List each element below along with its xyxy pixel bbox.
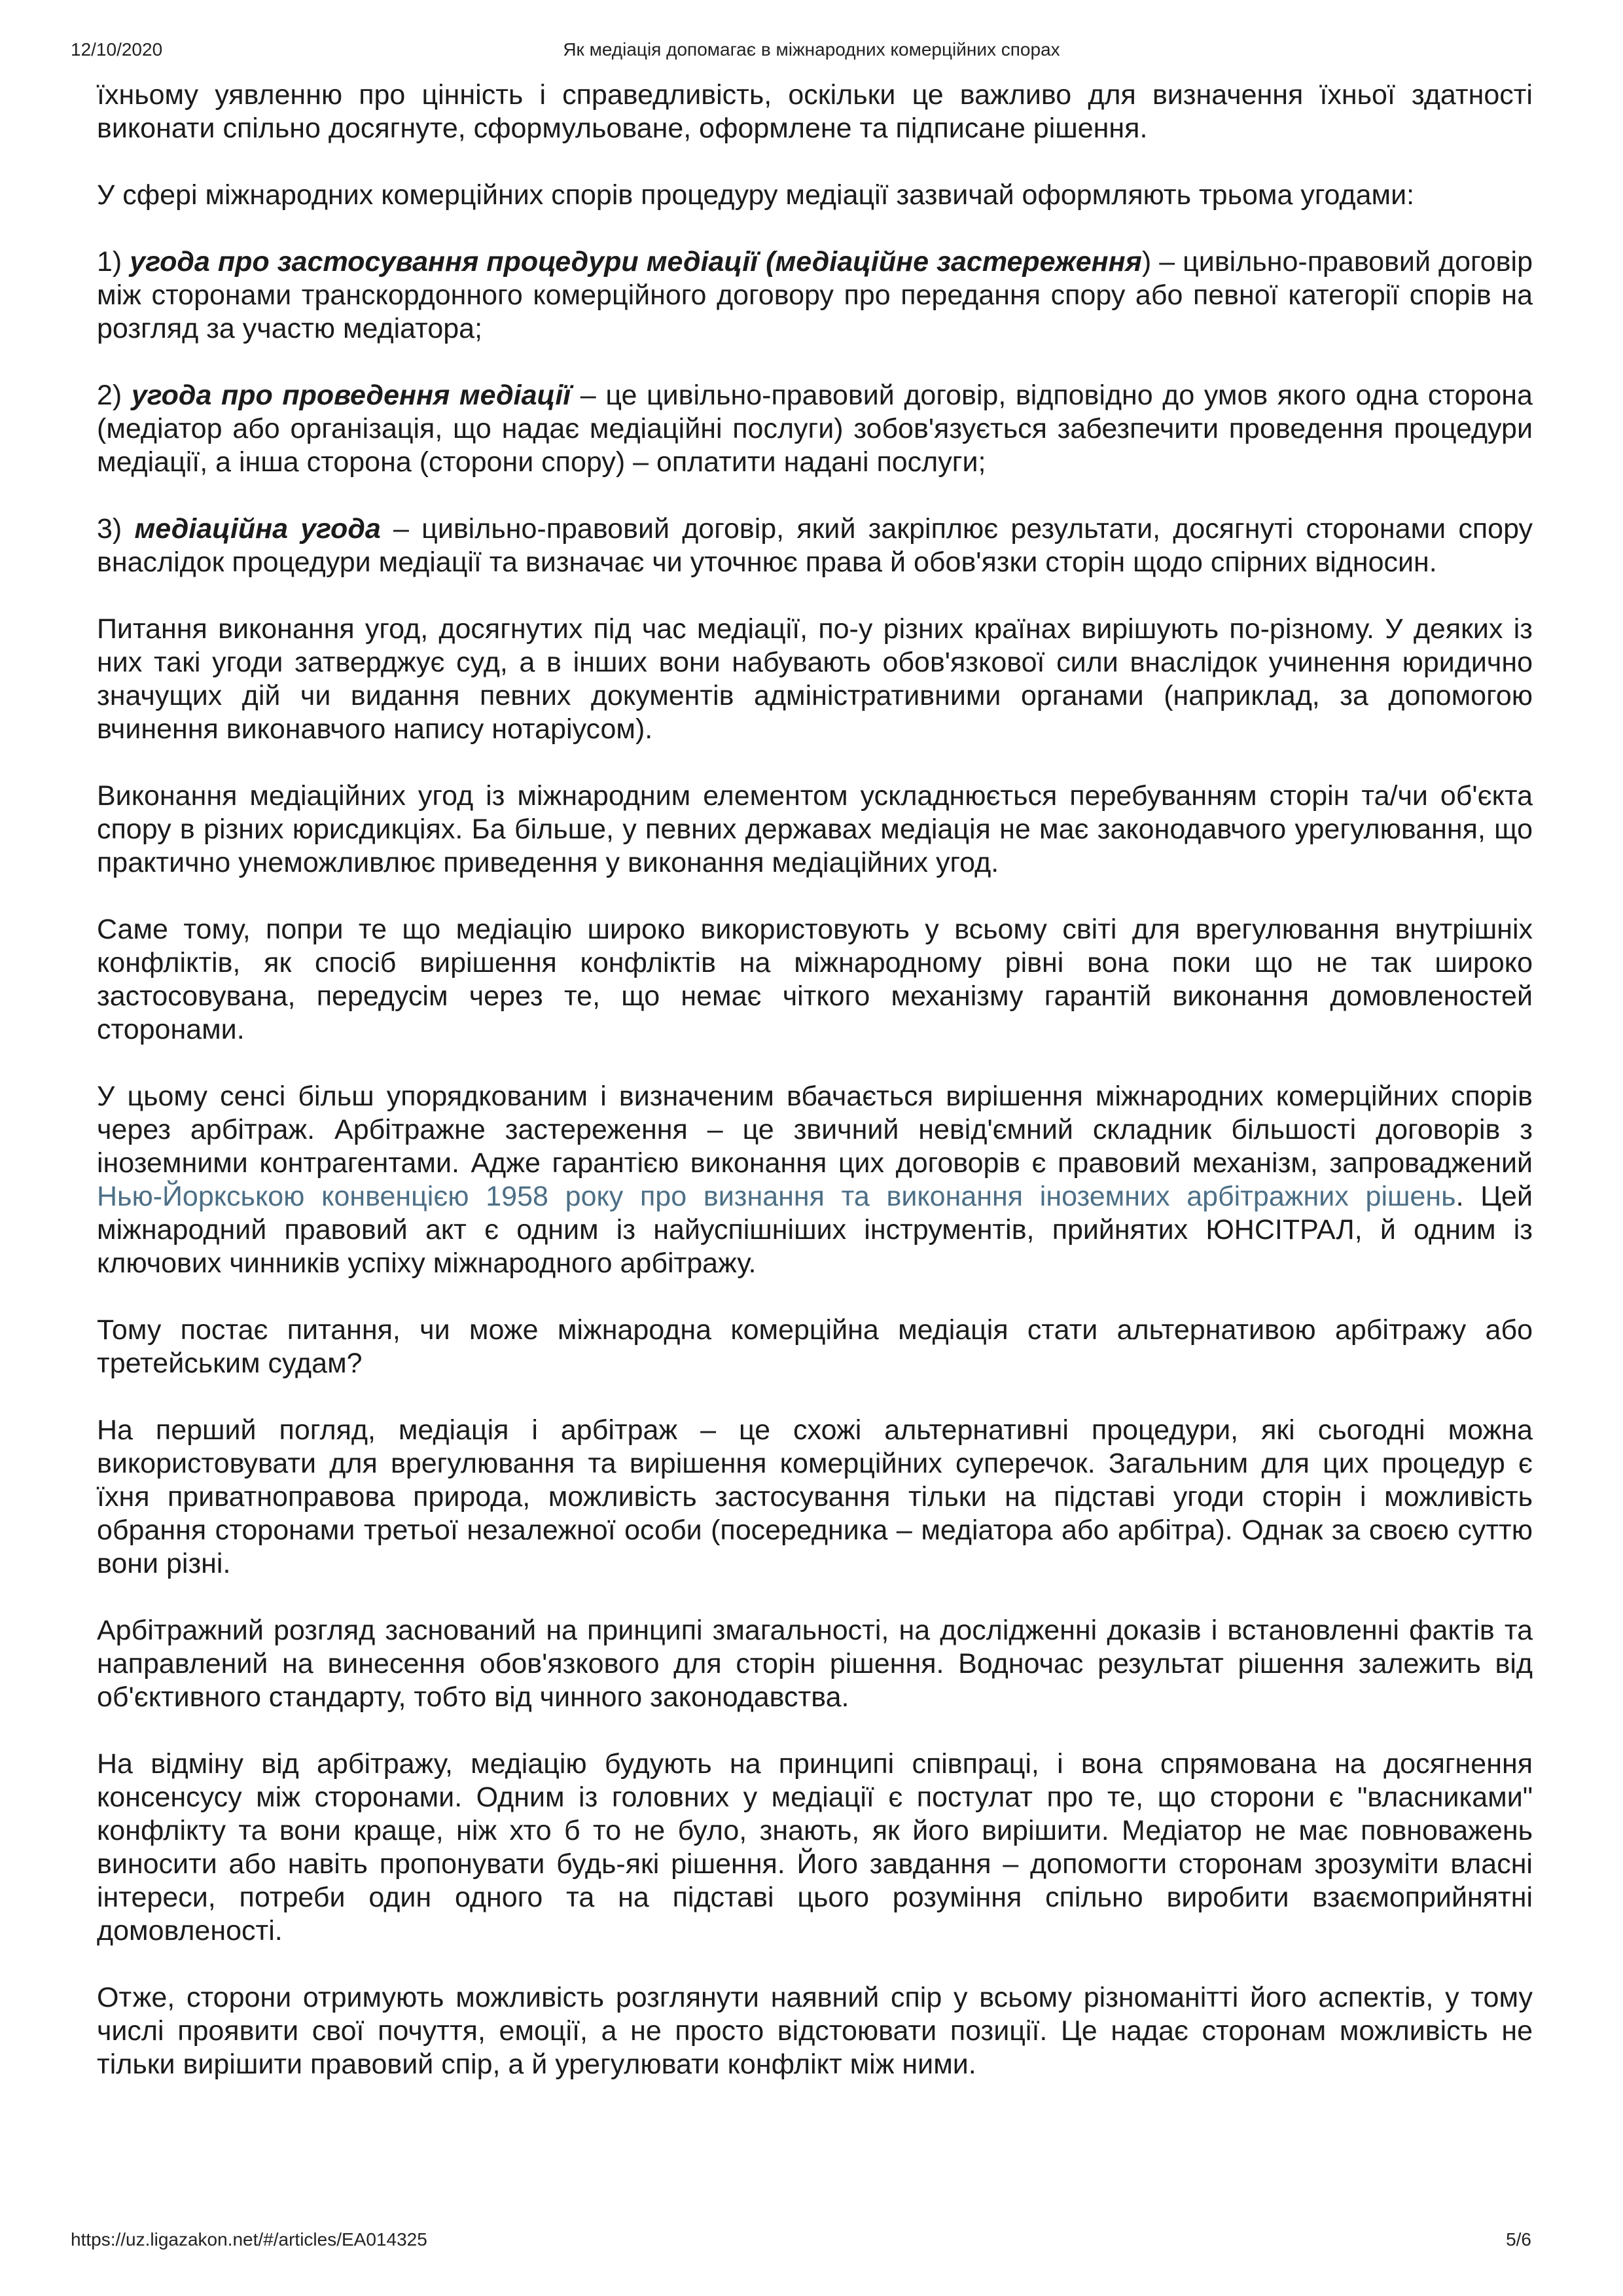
- new-york-convention-link[interactable]: Нью-Йоркською конвенцією 1958 року про визнання та виконання іноземних арбітражних рішень: [97, 1181, 1456, 1212]
- list-item-mediation-clause: [97, 245, 1533, 346]
- paragraph-enforcement: Питання виконання угод, досягнутих під час медіації, по-у різних країнах вирішують по-різному. У деяких із них такі угоди затверджує суд, а в інших вони набувають обов'язкової сили внаслідок учинення юридично значущих дій чи видання певних документів адміністративними органами (наприклад, за допомогою вчинення виконавчого напису нотаріусом).: [97, 613, 1533, 745]
- list-item-mediation-agreement: [97, 512, 1533, 579]
- list-item-mediation-conduct: [97, 379, 1533, 479]
- paragraph-text: У цьому сенсі більш упорядкованим і визначеним вбачається вирішення міжнародних комерційних спорів через арбітраж. Арбітражне застереження – це звичний невід'ємний складник більшості договорів з іноземними контрагентами. Адже гарантією виконання цих договорів є правовий механізм, запроваджений: [97, 1081, 1533, 1179]
- print-date: 12/10/2020: [71, 39, 163, 60]
- article-body: [97, 79, 1533, 2115]
- print-footer: [0, 2229, 1623, 2255]
- paragraph-arbitral-review: Арбітражний розгляд заснований на принципі змагальності, на дослідженні доказів і встановленні фактів та направлений на винесення обов'язкового для сторін рішення. Водночас результат рішення залежить від об'єктивного стандарту, тобто від чинного законодавства.: [97, 1615, 1533, 1713]
- paragraph-cooperation: На відміну від арбітражу, медіацію будують на принципі співпраці, і вона спрямована на досягнення консенсусу між сторонами. Одним із головних у медіації є постулат про те, що сторони є "власниками" конфлікту та вони краще, ніж хто б то не було, знають, як його вирішити. Медіатор не має повноважень виносити або навіть пропонувати будь-які рішення. Його завдання – допомогти сторонам зрозуміти власні інтереси, потреби один одного та на підставі цього розуміння спільно виробити взаємоприйнятні домовленості.: [97, 1748, 1533, 1946]
- paragraph-question: Тому постає питання, чи може міжнародна комерційна медіація стати альтернативою арбітражу або третейським судам?: [97, 1314, 1533, 1379]
- paragraph-agreements-intro: У сфері міжнародних комерційних спорів процедуру медіації зазвичай оформляють трьома угодами:: [97, 179, 1415, 211]
- term-mediation-agreement: медіаційна угода: [134, 513, 381, 545]
- paragraph-arbitration: [97, 1080, 1533, 1280]
- term-mediation-conduct: угода про проведення медіації: [131, 380, 571, 411]
- list-item-number: 1): [97, 246, 130, 278]
- page-number: 5/6: [1506, 2229, 1531, 2250]
- list-item-number: 3): [97, 513, 135, 545]
- print-title: Як медіація допомагає в міжнародних комерційних спорах: [563, 39, 1060, 60]
- paragraph-continuation: їхньому уявленню про цінність і справедливість, оскільки це важливо для визначення їхньої здатності виконати спільно досягнуте, сформульоване, оформлене та підписане рішення.: [97, 79, 1533, 144]
- paragraph-conclusion: Отже, сторони отримують можливість розглянути наявний спір у всьому різноманітті його аспектів, у тому числі проявити свої почуття, емоції, а не просто відстоювати позиції. Це надає сторонам можливість не тільки вирішити правовий спір, а й урегулювати конфлікт між ними.: [97, 1982, 1533, 2080]
- paragraph-jurisdictions: Виконання медіаційних угод із міжнародним елементом ускладнюється перебуванням сторін та/чи об'єкта спору в різних юрисдикціях. Ба більше, у певних державах медіація не має законодавчого урегулювання, що практично унеможливлює приведення у виконання медіаційних угод.: [97, 780, 1533, 878]
- list-item-definition: ) – цивільно-правовий договір між сторонами транскордонного комерційного договору про передання спору або певної категорії спорів на розгляд за участю медіатора;: [97, 246, 1533, 344]
- page-url: https://uz.ligazakon.net/#/articles/EA014325: [71, 2229, 427, 2250]
- paragraph-text: . Цей міжнародний правовий акт є одним із найуспішніших інструментів, прийнятих ЮНСІТРАЛ, й одним із ключових чинників успіху міжнародного арбітражу.: [97, 1181, 1533, 1279]
- paragraph-usage: Саме тому, попри те що медіацію широко використовують у всьому світі для врегулювання внутрішніх конфліктів, як спосіб вирішення конфліктів на міжнародному рівні вона поки що не так широко застосовувана, передусім через те, що немає чіткого механізму гарантій виконання домовленостей сторонами.: [97, 914, 1533, 1045]
- list-item-definition: – цивільно-правовий договір, який закріплює результати, досягнуті сторонами спору внаслідок процедури медіації та визначає чи уточнює права й обов'язки сторін щодо спірних відносин.: [97, 513, 1533, 578]
- term-mediation-clause: угода про застосування процедури медіації (медіаційне застереження: [130, 246, 1142, 278]
- print-header: [0, 39, 1623, 65]
- list-item-number: 2): [97, 380, 132, 411]
- paragraph-comparison: На перший погляд, медіація і арбітраж – це схожі альтернативні процедури, які сьогодні можна використовувати для врегулювання та вирішення комерційних суперечок. Загальним для цих процедур є їхня приватноправова природа, можливість застосування тільки на підставі угоди сторін і можливість обрання сторонами третьої незалежної особи (посередника – медіатора або арбітра). Однак за своєю суттю вони різні.: [97, 1414, 1533, 1579]
- list-item-definition: – це цивільно-правовий договір, відповідно до умов якого одна сторона (медіатор або організація, що надає медіаційні послуги) зобов'язується забезпечити проведення процедури медіації, а інша сторона (сторони спору) – оплатити надані послуги;: [97, 380, 1533, 478]
